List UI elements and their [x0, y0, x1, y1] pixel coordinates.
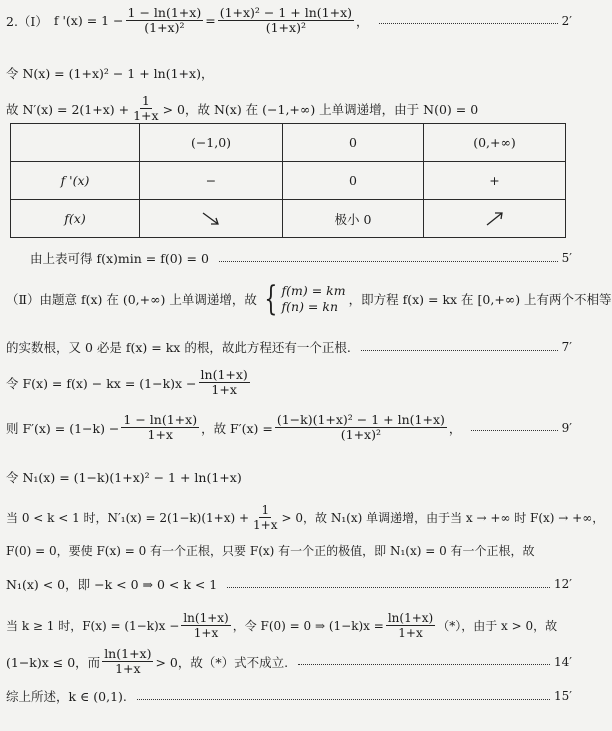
left-brace: { [264, 279, 278, 319]
up-right-arrow-icon [484, 210, 506, 228]
fraction-denominator: 1+x [398, 626, 423, 640]
table-header-cell [11, 124, 140, 162]
problem-label: 2.（Ⅰ） [6, 13, 48, 29]
define-n1-text: 令 N₁(x) = (1−k)(1+x)² − 1 + ln(1+x) [6, 470, 242, 485]
fraction-denominator: 1+x [115, 661, 141, 676]
fraction-denominator: 1+x [147, 427, 173, 442]
fraction-1-numerator: 1 − ln(1+x) [127, 5, 202, 20]
table-cell: 0 [283, 162, 424, 200]
part2-intro-text: （Ⅱ）由题意 f(x) 在 (0,+∞) 上单调递增，故 [6, 292, 257, 307]
table-row [11, 162, 566, 200]
part2-line-5 [6, 468, 572, 486]
part2-intro-tail: ，即方程 f(x) = kx 在 [0,+∞) 上有两个不相等 [348, 292, 612, 307]
dotted-leader [137, 699, 550, 700]
part2-line-3 [6, 368, 572, 397]
table-cell: + [424, 162, 566, 200]
dotted-leader [361, 350, 558, 351]
fraction [251, 503, 279, 532]
table-cell [140, 200, 283, 238]
score-mark: 15′ [554, 689, 572, 703]
f-derivative-text: 则 F′(x) = (1−k) − [6, 420, 120, 436]
table-header-cell: 0 [283, 124, 424, 162]
system-equation-1: f(m) = km [281, 283, 346, 298]
table-row-label: f '(x) [11, 162, 140, 200]
fraction-numerator: 1 [141, 93, 150, 108]
define-n-text: 令 N(x) = (1+x)² − 1 + ln(1+x)， [6, 66, 214, 81]
fraction-numerator: 1 − ln(1+x) [123, 412, 198, 427]
real-roots-text: 的实数根，又 0 必是 f(x) = kx 的根，故此方程还有一个正根. [6, 340, 351, 355]
part2-line-11 [6, 687, 572, 705]
table-cell [424, 200, 566, 238]
contradiction-text: (1−k)x ≤ 0，而 [6, 654, 101, 670]
line-tail: ， [448, 420, 462, 436]
fraction [199, 368, 250, 397]
solution-line-1 [6, 6, 572, 35]
score-mark: 14′ [554, 654, 572, 669]
fraction-denominator: 1+x [133, 108, 159, 123]
part1-conclusion-line [30, 249, 572, 267]
f-derivative-mid: ，故 F′(x) = [201, 420, 273, 436]
score-mark: 12′ [554, 577, 572, 591]
case-2-text: 当 k ≥ 1 时，F(x) = (1−k)x − [6, 619, 180, 633]
fraction-denominator: 1+x [253, 518, 278, 532]
case-2-mid: ，令 F(0) = 0 ⇒ (1−k)x = [232, 619, 384, 633]
fraction-denominator: 1+x [193, 626, 219, 640]
system-equation-2: f(n) = kn [281, 299, 339, 314]
part2-line-4 [6, 413, 572, 442]
score-mark: 5′ [561, 251, 572, 265]
score-mark: 2′ [561, 13, 572, 28]
fraction [181, 611, 230, 640]
fraction-2-numerator: (1+x)² − 1 + ln(1+x) [219, 5, 352, 20]
line-tail: ， [356, 13, 369, 29]
table-cell: − [140, 162, 283, 200]
case-2-tail: （*），由于 x > 0，故 [437, 619, 558, 633]
positive-root-text: F(0) = 0，要使 F(x) = 0 有一个正根，只要 F(x) 有一个正的极值，即 N₁(x) = 0 有一个正根，故 [6, 544, 535, 558]
part2-line-1 [6, 279, 612, 319]
fraction [102, 647, 153, 676]
score-mark: 9′ [561, 420, 572, 435]
down-right-arrow-icon [200, 210, 222, 228]
equals-sign: = [205, 13, 216, 28]
define-f-text: 令 F(x) = f(x) − kx = (1−k)x − [6, 375, 197, 391]
fraction [131, 94, 160, 123]
fraction-numerator: ln(1+x) [387, 611, 434, 625]
score-mark: 7′ [561, 340, 572, 354]
case-1-text: 当 0 < k < 1 时，N′₁(x) = 2(1−k)(1+x) + [6, 511, 250, 525]
dotted-leader [379, 23, 558, 24]
part2-line-8 [6, 575, 572, 593]
fraction-numerator: (1−k)(1+x)² − 1 + ln(1+x) [276, 412, 445, 427]
table-row [11, 200, 566, 238]
equation-system [260, 279, 346, 319]
fraction-1-denominator: (1+x)² [144, 20, 185, 35]
contradiction-tail: > 0，故（*）式不成立. [155, 654, 289, 670]
table-row-label: f(x) [11, 200, 140, 238]
part2-line-10 [6, 647, 572, 676]
part2-line-6 [6, 503, 605, 532]
dotted-leader [219, 261, 558, 262]
derivative-expression: f '(x) = 1 − [53, 13, 124, 28]
fraction-numerator: ln(1+x) [200, 367, 248, 382]
fraction-numerator: ln(1+x) [104, 646, 152, 661]
dotted-leader [471, 430, 557, 431]
solution-line-3 [6, 94, 572, 123]
n-derivative-text: 故 N′(x) = 2(1+x) + [6, 101, 130, 117]
table-header-row [11, 124, 566, 162]
solution-line-2 [6, 64, 572, 82]
table-header-cell: (0,+∞) [424, 124, 566, 162]
dotted-leader [298, 664, 550, 665]
fraction [275, 413, 447, 442]
part2-line-7 [6, 542, 572, 559]
sign-table [10, 123, 566, 238]
monotonic-text: > 0，故 N(x) 在 (−1,+∞) 上单调递增，由于 N(0) = 0 [162, 101, 479, 117]
fraction-2-denominator: (1+x)² [265, 20, 306, 35]
case-1-tail: > 0，故 N₁(x) 单调递增，由于当 x → +∞ 时 F(x) → +∞， [281, 511, 605, 525]
part2-line-9 [6, 611, 572, 640]
fraction-1 [126, 6, 204, 35]
fraction-denominator: 1+x [211, 382, 237, 397]
table-header-cell: (−1,0) [140, 124, 283, 162]
part2-line-2 [6, 338, 572, 356]
fraction-numerator: ln(1+x) [183, 611, 229, 625]
table-cell: 极小 0 [283, 200, 424, 238]
fraction [121, 413, 199, 442]
fraction-numerator: 1 [261, 503, 270, 517]
fraction-denominator: (1+x)² [340, 427, 381, 442]
dotted-leader [227, 587, 550, 588]
fraction [386, 611, 435, 640]
part1-conclusion-text: 由上表可得 f(x)min = f(0) = 0 [30, 251, 209, 266]
fraction-2 [218, 6, 354, 35]
k-range-text: N₁(x) < 0，即 −k < 0 ⇒ 0 < k < 1 [6, 577, 218, 592]
final-answer-text: 综上所述，k ∈ (0,1). [6, 689, 127, 704]
